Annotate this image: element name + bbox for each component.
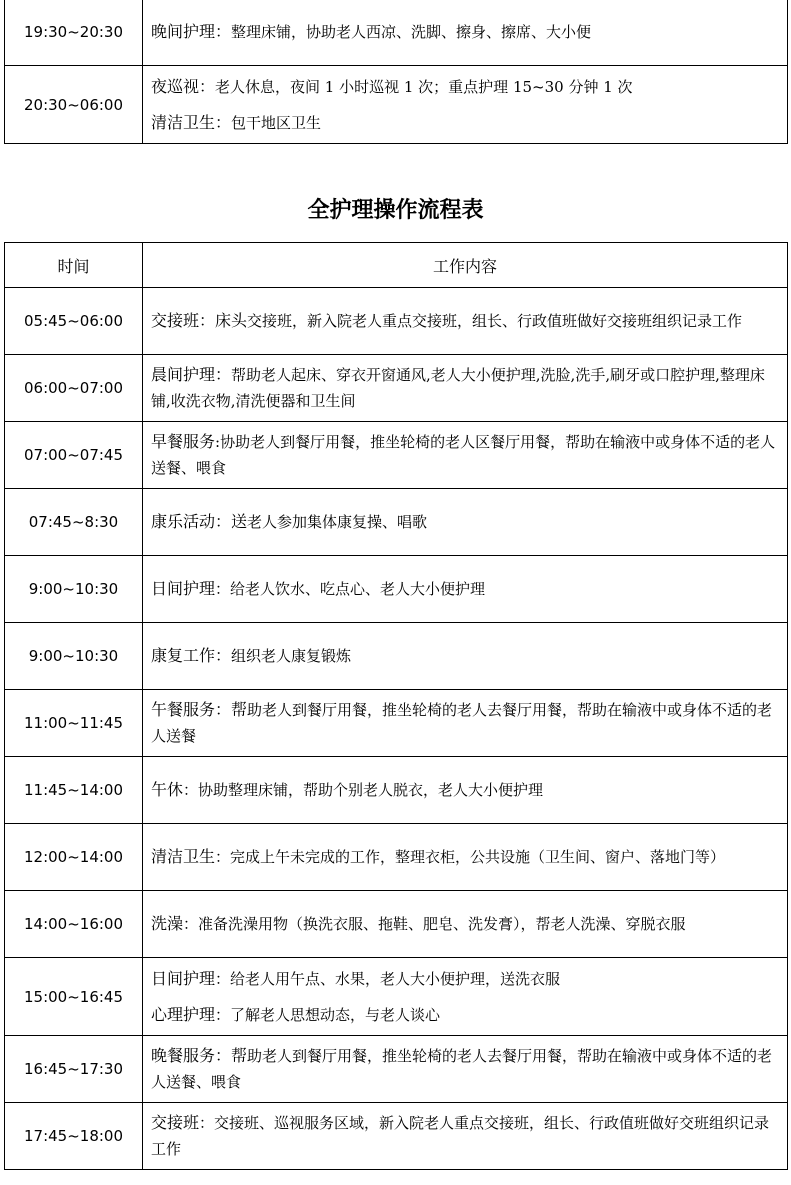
section-title: 全护理操作流程表 <box>307 197 484 223</box>
time-cell: 15:00~16:45 <box>5 958 143 1036</box>
content-line <box>151 966 779 992</box>
content-line <box>151 308 779 334</box>
table-row <box>5 623 788 690</box>
content-line <box>151 509 779 535</box>
content-line <box>151 1110 779 1162</box>
content-line <box>151 697 779 749</box>
task-label: 晚餐服务：帮 <box>151 1046 248 1065</box>
task-description: ：了解老人思想动态，与老人谈心 <box>215 1005 441 1024</box>
full-care-schedule-body <box>5 288 788 1170</box>
task-description: 助老人到餐厅用餐，推坐轮椅的老人去餐厅用餐，帮助在输液中或身体不适的老人送餐 <box>151 701 773 745</box>
content-line <box>151 1043 779 1095</box>
task-label: 清洁卫生： <box>151 112 232 132</box>
time-cell: 9:00~10:30 <box>5 556 143 623</box>
content-cell <box>143 1103 788 1170</box>
content-cell <box>143 757 788 824</box>
time-cell: 12:00~14:00 <box>5 824 143 891</box>
table-row <box>5 757 788 824</box>
table-row <box>5 690 788 757</box>
content-cell <box>143 422 788 489</box>
time-cell: 19:30~20:30 <box>5 0 143 66</box>
time-column-header: 时间 <box>5 243 143 288</box>
task-description: ：准备洗澡用物（换洗衣服、拖鞋、肥皂、洗发膏），帮老人洗澡、穿脱衣服 <box>183 915 686 933</box>
content-cell <box>143 623 788 690</box>
task-description: ：交接班、巡视服务区域，新入院老人重点交接班，组长、行政值班做好交班组织记录工作 <box>151 1114 770 1158</box>
table-row <box>5 824 788 891</box>
task-description: :协助老人到餐厅用餐，推坐轮椅的老人区餐厅用餐，帮助在输液中或身体不适的老人送餐、喂食 <box>151 433 776 477</box>
content-cell <box>143 690 788 757</box>
content-cell <box>143 824 788 891</box>
content-cell <box>143 891 788 958</box>
task-label: 清洁卫生 <box>151 847 216 866</box>
task-label: 交接班 <box>151 1113 200 1132</box>
time-cell: 06:00~07:00 <box>5 355 143 422</box>
task-label: 心理护理 <box>151 1004 216 1024</box>
time-cell: 9:00~10:30 <box>5 623 143 690</box>
time-cell: 14:00~16:00 <box>5 891 143 958</box>
content-line <box>151 429 779 481</box>
top-schedule-body <box>5 0 788 144</box>
task-description: 老人休息，夜间 1 小时巡视 1 次；重点护理 15~30 分钟 1 次 <box>215 77 633 96</box>
table-row <box>5 422 788 489</box>
top-schedule-table <box>4 0 788 144</box>
time-cell: 11:00~11:45 <box>5 690 143 757</box>
task-label: 午休 <box>151 780 184 799</box>
task-description: ：协助整理床铺，帮助个别老人脱衣，老人大小便护理 <box>183 781 544 799</box>
table-row <box>5 0 788 66</box>
task-label: 夜巡视： <box>151 76 216 96</box>
content-line <box>151 643 779 669</box>
time-cell: 11:45~14:00 <box>5 757 143 824</box>
task-description: ：给老人用午点、水果，老人大小便护理，送洗衣服 <box>215 969 561 988</box>
content-cell <box>143 355 788 422</box>
table-row <box>5 66 788 144</box>
task-label: 日间护理 <box>151 968 216 988</box>
content-column-header: 工作内容 <box>143 243 788 288</box>
task-label: 午餐服务：帮 <box>151 700 248 719</box>
time-cell: 05:45~06:00 <box>5 288 143 355</box>
task-description: 包干地区卫生 <box>231 113 322 132</box>
table-row <box>5 891 788 958</box>
content-line <box>151 1002 779 1028</box>
task-label: 洗澡 <box>151 914 184 933</box>
table-row <box>5 556 788 623</box>
content-line <box>151 911 779 937</box>
task-label: 早餐服务 <box>151 432 216 451</box>
task-label: 晨间护理： <box>151 365 232 384</box>
task-description: 助老人到餐厅用餐，推坐轮椅的老人去餐厅用餐，帮助在输液中或身体不适的老人送餐、喂食 <box>151 1047 773 1091</box>
task-description: 整理床铺，协助老人西凉、洗脚、擦身、擦席、大小便 <box>231 23 592 41</box>
content-cell <box>143 958 788 1036</box>
table-row <box>5 958 788 1036</box>
time-cell: 07:00~07:45 <box>5 422 143 489</box>
full-care-schedule-table <box>4 242 788 1170</box>
content-line <box>151 74 779 100</box>
content-cell <box>143 66 788 144</box>
content-cell <box>143 288 788 355</box>
time-cell: 16:45~17:30 <box>5 1036 143 1103</box>
task-description: 老人参加集体康复操、唱歌 <box>247 513 428 531</box>
task-description: ：完成上午未完成的工作，整理衣柜，公共设施（卫生间、窗户、落地门等） <box>215 848 726 866</box>
task-label: 康复工作： <box>151 646 232 665</box>
table-row <box>5 489 788 556</box>
time-cell: 17:45~18:00 <box>5 1103 143 1170</box>
table-row <box>5 288 788 355</box>
task-description: ：给老人饮水、吃点心、老人大小便护理 <box>215 580 486 598</box>
content-cell <box>143 0 788 66</box>
task-description: 组织老人康复锻炼 <box>231 647 352 665</box>
time-cell: 20:30~06:00 <box>5 66 143 144</box>
header-row <box>5 243 788 288</box>
table-row <box>5 1036 788 1103</box>
task-label: 交接班：床头 <box>151 311 248 330</box>
content-line <box>151 110 779 136</box>
time-cell: 07:45~8:30 <box>5 489 143 556</box>
content-line <box>151 777 779 803</box>
content-line <box>151 576 779 602</box>
table-row <box>5 355 788 422</box>
content-cell <box>143 556 788 623</box>
content-line <box>151 362 779 414</box>
content-cell <box>143 489 788 556</box>
content-cell <box>143 1036 788 1103</box>
content-line <box>151 844 779 870</box>
task-label: 晚间护理： <box>151 22 232 41</box>
task-description: 帮助老人起床、穿衣开窗通风,老人大小便护理,洗脸,洗手,刷牙或口腔护理,整理床铺,收洗衣物,清洗便器和卫生间 <box>151 366 765 410</box>
task-label: 康乐活动：送 <box>151 512 248 531</box>
task-description: 交接班，新入院老人重点交接班，组长、行政值班做好交接班组织记录工作 <box>247 312 743 330</box>
task-label: 日间护理 <box>151 579 216 598</box>
content-line <box>151 19 779 45</box>
table-row <box>5 1103 788 1170</box>
